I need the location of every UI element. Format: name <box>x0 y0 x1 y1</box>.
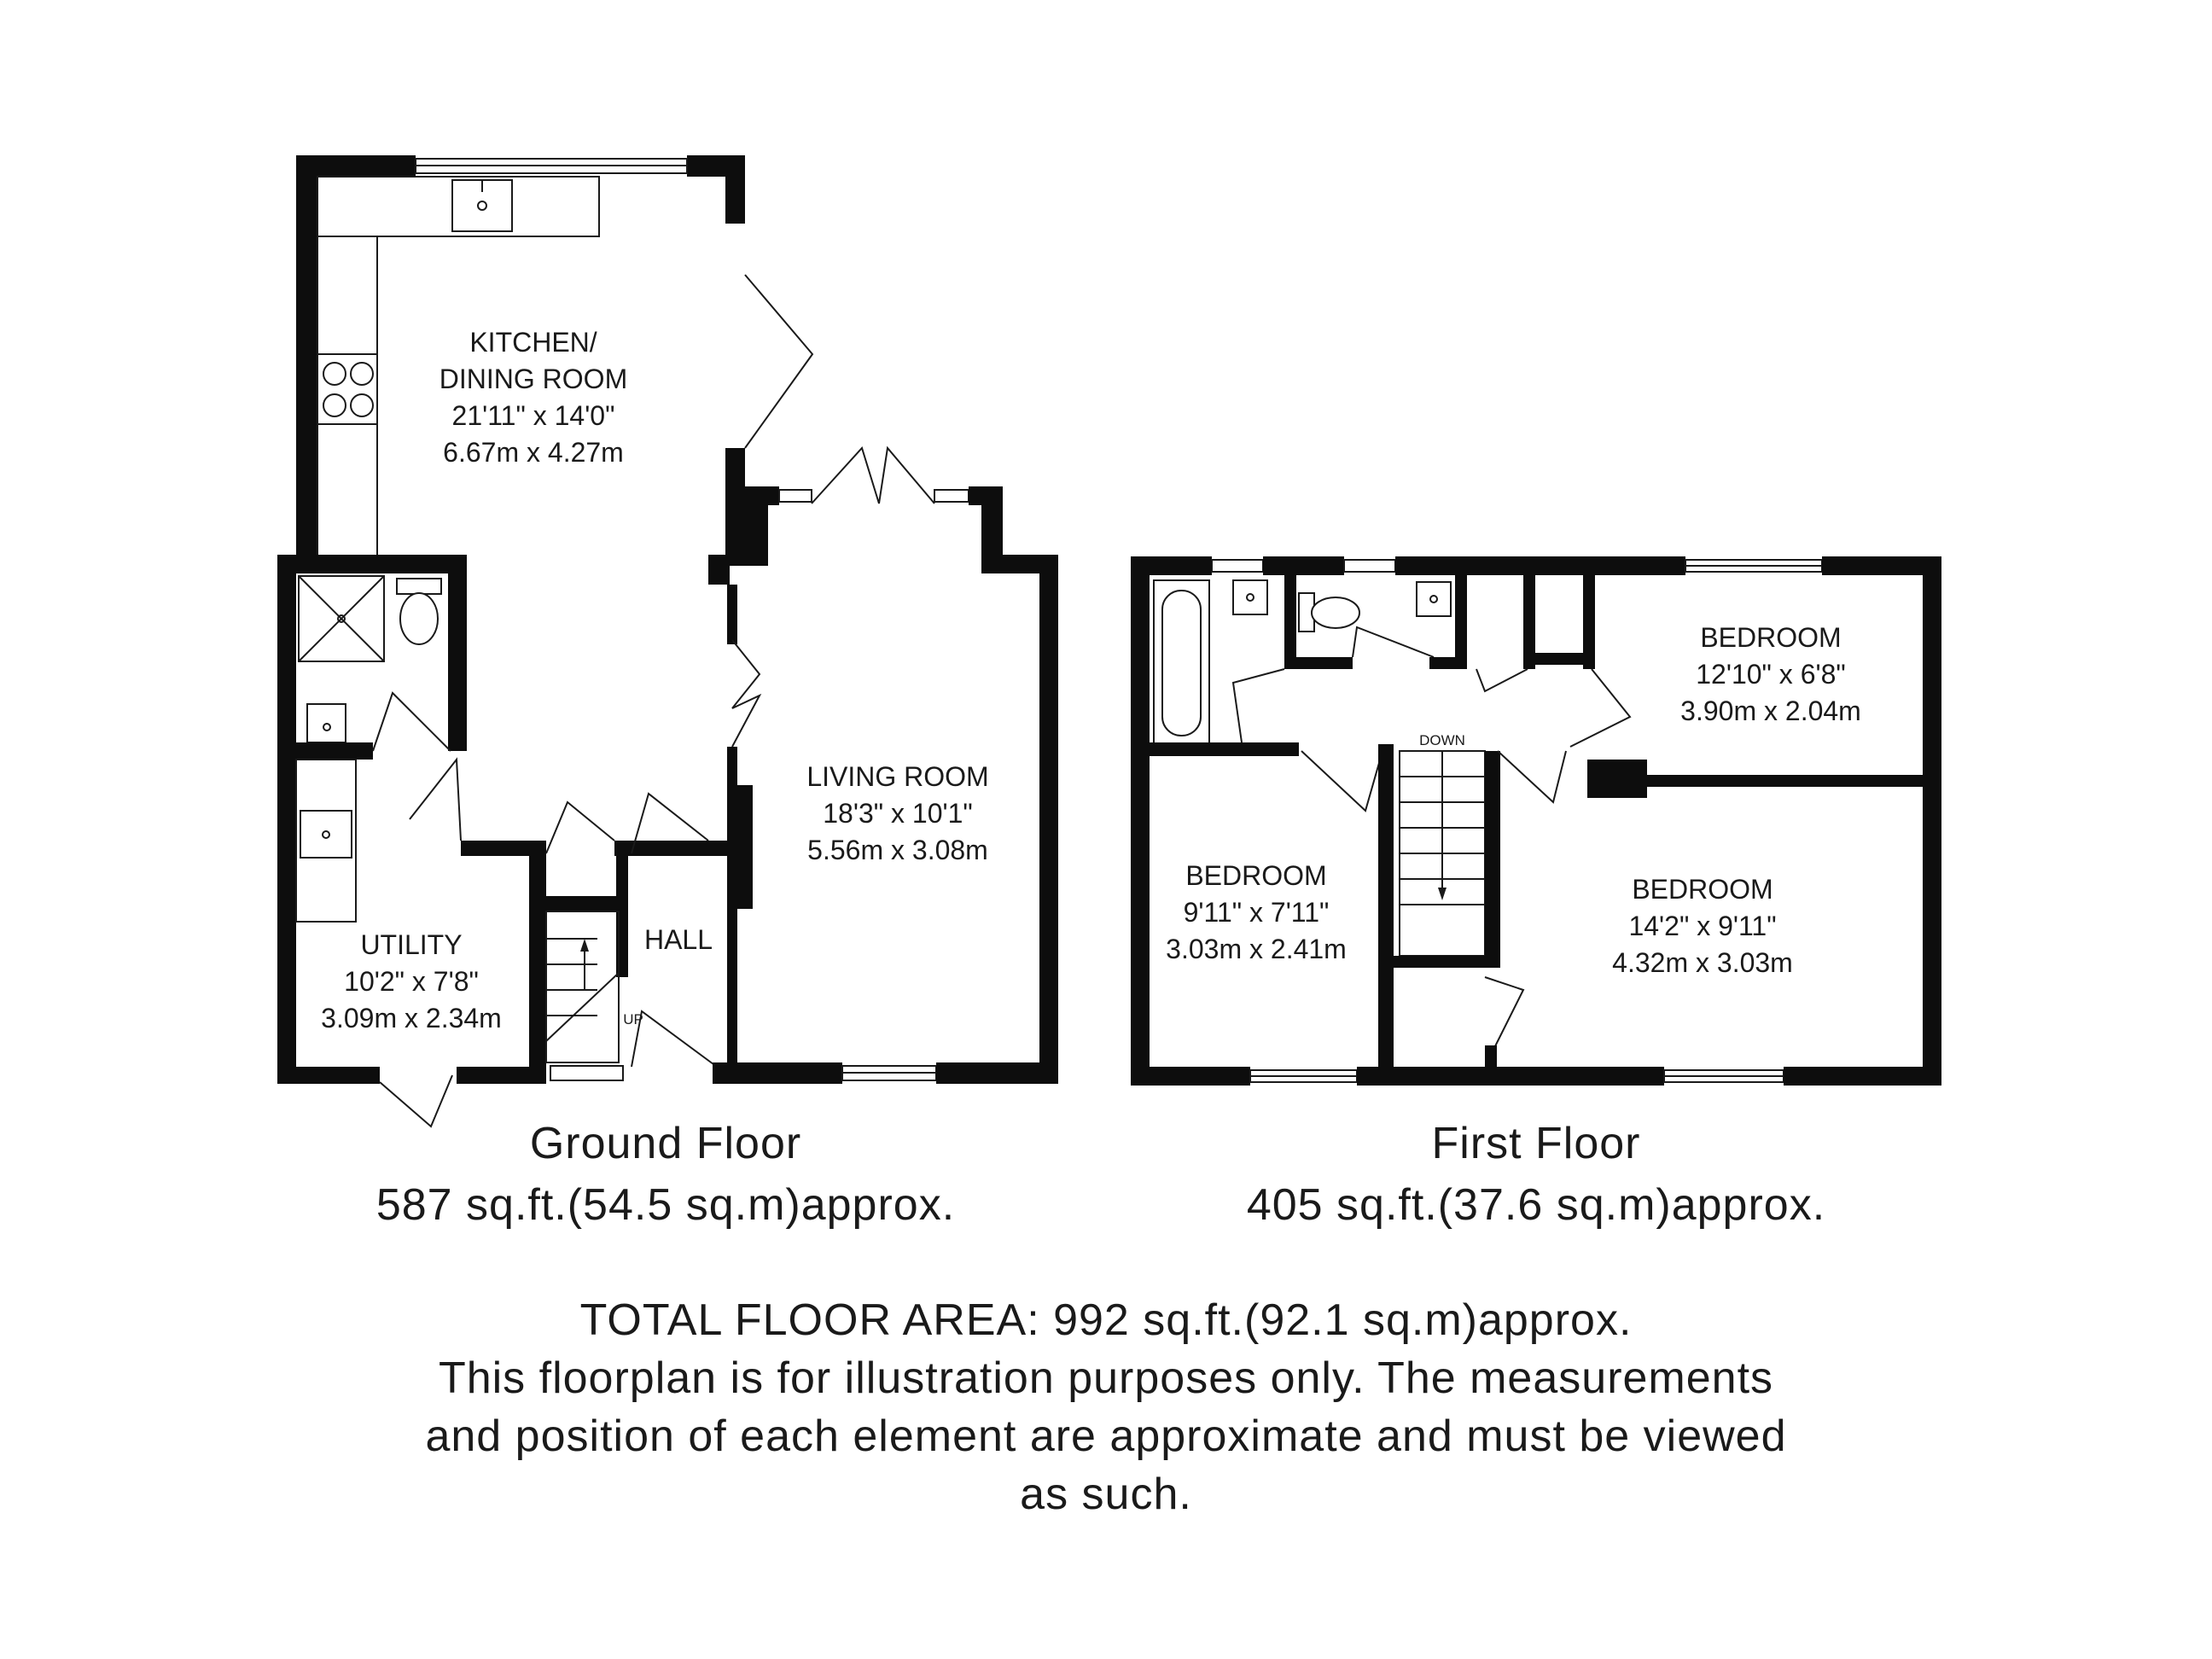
ff-window-wc <box>1344 560 1395 572</box>
disclaimer-line-3: as such. <box>1020 1470 1192 1519</box>
living-window-left <box>779 490 812 502</box>
living-wall-bottom-left <box>727 1062 842 1084</box>
wc-wall-bottom-right <box>1429 657 1467 669</box>
bedroom-b-metric: 3.03m x 2.41m <box>1166 934 1347 964</box>
utility-imperial: 10'2" x 7'8" <box>344 966 479 997</box>
stair-arrow-up <box>580 939 589 952</box>
wc-wall-right <box>1455 575 1467 669</box>
kitchen-name-line2: DINING ROOM <box>439 364 628 394</box>
utility-wall-bottom-left <box>277 1067 380 1084</box>
staircase <box>546 911 619 1062</box>
ff-wall-bottom-left <box>1131 1067 1250 1086</box>
total-floor-area: TOTAL FLOOR AREA: 992 sq.ft.(92.1 sq.m)approx. <box>579 1295 1633 1345</box>
stair-arrow-down <box>1438 888 1447 900</box>
ground-floor-caption <box>282 1118 1050 1231</box>
ff-window-bath <box>1212 560 1263 572</box>
shower-wall-top <box>277 555 467 573</box>
kitchen-name-line1: KITCHEN/ <box>469 327 597 358</box>
first-floor-plan <box>1131 556 1941 1086</box>
stair-up-label: UP <box>623 1011 643 1027</box>
living-window-right <box>934 490 969 502</box>
ff-wall-left <box>1131 556 1150 1086</box>
stair-wall-right <box>1485 751 1500 956</box>
wc-wall-bottom <box>1284 657 1353 669</box>
living-metric: 5.56m x 3.08m <box>807 835 988 865</box>
living-french-door <box>812 448 934 504</box>
kitchen-wall-right-stub <box>725 155 745 224</box>
ff-basin <box>1233 580 1267 614</box>
kitchen-metric: 6.67m x 4.27m <box>443 437 624 468</box>
utility-metric: 3.09m x 2.34m <box>321 1003 502 1033</box>
kitchen-wall-top-left <box>296 155 416 177</box>
ff-wall-bottom-mid <box>1357 1067 1664 1086</box>
utility-door <box>410 760 461 841</box>
ff-wall-bottom-right <box>1784 1067 1941 1086</box>
ground-floor-title: Ground Floor <box>529 1119 802 1168</box>
kitchen-imperial: 21'11" x 14'0" <box>451 400 615 431</box>
bedroom-c-metric: 4.32m x 3.03m <box>1612 947 1793 978</box>
ff-wall-top-mid1 <box>1263 556 1344 575</box>
hall-wall-bottom-right <box>713 1062 731 1084</box>
bath-wall-right <box>1284 575 1296 669</box>
bedroom-a-wall-left-top <box>1583 575 1595 669</box>
landing-wall-right-lower <box>1485 1045 1497 1071</box>
landing-wall-left <box>1378 744 1394 1077</box>
ff-wc-basin <box>1417 582 1451 616</box>
living-name: LIVING ROOM <box>806 761 989 792</box>
living-wall-right <box>1039 555 1058 1084</box>
first-floor-caption <box>1152 1118 1920 1231</box>
bedroom-b-name: BEDROOM <box>1185 860 1327 891</box>
ground-floor-plan <box>277 155 1058 1126</box>
ff-chimney <box>1587 760 1647 798</box>
kitchen-bifold-door <box>745 275 812 448</box>
ff-wall-right <box>1923 556 1941 1086</box>
bedroom-a-name: BEDROOM <box>1700 622 1842 653</box>
disclaimer-line-2: and position of each element are approximate and must be viewed <box>425 1412 1787 1461</box>
wc-cistern <box>397 579 441 594</box>
ground-floor-area: 587 sq.ft.(54.5 sq.m)approx. <box>375 1180 956 1230</box>
living-door <box>732 640 760 747</box>
shower-wall-right <box>448 555 467 751</box>
hall-door-left <box>546 802 614 853</box>
bedroom-b-imperial: 9'11" x 7'11" <box>1183 897 1330 928</box>
cupboard-door <box>1476 669 1528 691</box>
bedroom-a-door <box>1570 669 1630 747</box>
ff-wc-bowl <box>1312 597 1359 628</box>
bedroom-a-wall-left <box>1523 653 1592 665</box>
wc-bowl <box>400 593 438 644</box>
bedroom-c-imperial: 14'2" x 9'11" <box>1628 911 1777 941</box>
utility-wall-right <box>529 841 546 1084</box>
bedroom-b-door <box>1301 751 1382 811</box>
first-floor-title: First Floor <box>1431 1119 1641 1168</box>
first-floor-area: 405 sq.ft.(37.6 sq.m)approx. <box>1246 1180 1826 1230</box>
kitchen-living-wall-mid <box>727 585 737 644</box>
shower-door <box>373 693 451 751</box>
disclaimer-line-1: This floorplan is for illustration purposes only. The measurements <box>438 1353 1774 1403</box>
stair-down-label: DOWN <box>1419 732 1465 748</box>
kitchen-living-wall-lower <box>708 555 730 585</box>
living-wall-bottom-right <box>936 1062 1058 1084</box>
hall-name: HALL <box>643 924 713 955</box>
ff-wall-top-mid2 <box>1395 556 1685 575</box>
stair-wall-top <box>546 896 627 911</box>
landing-cupboard-wall <box>1394 956 1500 968</box>
front-door <box>632 1011 717 1067</box>
bedroom-b-wall-top <box>1150 744 1299 756</box>
wc-door <box>1353 627 1434 657</box>
bedroom-c-name: BEDROOM <box>1632 874 1773 905</box>
kitchen-wall-left <box>296 155 317 556</box>
utility-wall-bottom-right <box>457 1067 546 1084</box>
living-wall-top-left <box>745 486 779 505</box>
landing-door <box>1498 751 1566 802</box>
hall-window-bottom <box>550 1066 623 1080</box>
utility-name: UTILITY <box>360 929 463 960</box>
bedroom-a-metric: 3.90m x 2.04m <box>1680 696 1861 726</box>
bath-door <box>1233 669 1284 742</box>
shower-wall-bottom <box>296 742 373 760</box>
bedroom-a-imperial: 12'10" x 6'8" <box>1696 659 1846 690</box>
shower-wall-left <box>277 555 296 1084</box>
bedroom-a-wall-bottom <box>1647 775 1941 787</box>
utility-sink <box>300 811 352 858</box>
living-imperial: 18'3" x 10'1" <box>823 798 973 829</box>
footer-notes <box>256 1291 1956 1523</box>
